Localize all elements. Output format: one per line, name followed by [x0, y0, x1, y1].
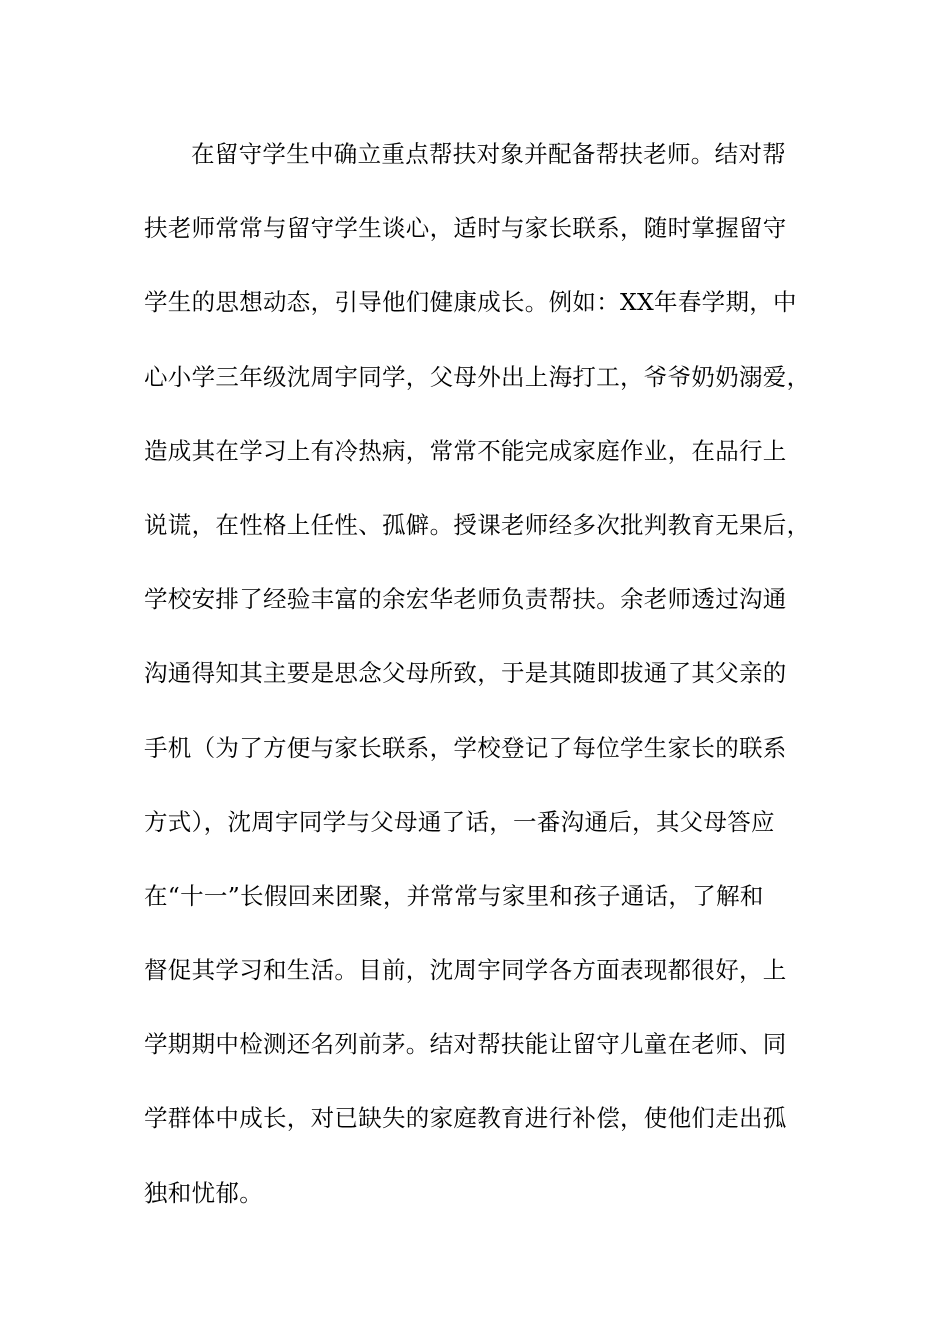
paragraph-line: 在“十一”长假回来团聚，并常常与家里和孩子通话，了解和 [144, 881, 764, 910]
paragraph-line: 方式），沈周宇同学与父母通了话，一番沟通后，其父母答应 [144, 807, 775, 836]
paragraph-line: 心小学三年级沈周宇同学，父母外出上海打工，爷爷奶奶溺爱， [144, 362, 811, 391]
paragraph-line: 学校安排了经验丰富的余宏华老师负责帮扶。余老师透过沟通 [144, 585, 787, 614]
paragraph-line: 学群体中成长，对已缺失的家庭教育进行补偿，使他们走出孤 [144, 1104, 787, 1133]
paragraph-line: 说谎，在性格上任性、孤僻。授课老师经多次批判教育无果后， [144, 510, 811, 539]
paragraph-line: 扶老师常常与留守学生谈心，适时与家长联系，随时掌握留守 [144, 214, 787, 243]
paragraph-line: 学生的思想动态，引导他们健康成长。例如：XX年春学期，中 [144, 288, 797, 317]
paragraph-line: 独和忧郁。 [144, 1178, 263, 1207]
paragraph-line: 手机（为了方便与家长联系，学校登记了每位学生家长的联系 [144, 733, 787, 762]
body-paragraph [144, 130, 824, 1243]
paragraph-line: 沟通得知其主要是思念父母所致，于是其随即拔通了其父亲的 [144, 659, 787, 688]
paragraph-line: 在留守学生中确立重点帮扶对象并配备帮扶老师。结对帮 [191, 140, 786, 168]
paragraph-line: 督促其学习和生活。目前，沈周宇同学各方面表现都很好，上 [144, 956, 787, 985]
paragraph-line: 学期期中检测还名列前茅。结对帮扶能让留守儿童在老师、同 [144, 1030, 787, 1059]
paragraph-line: 造成其在学习上有冷热病，常常不能完成家庭作业，在品行上 [144, 436, 787, 465]
